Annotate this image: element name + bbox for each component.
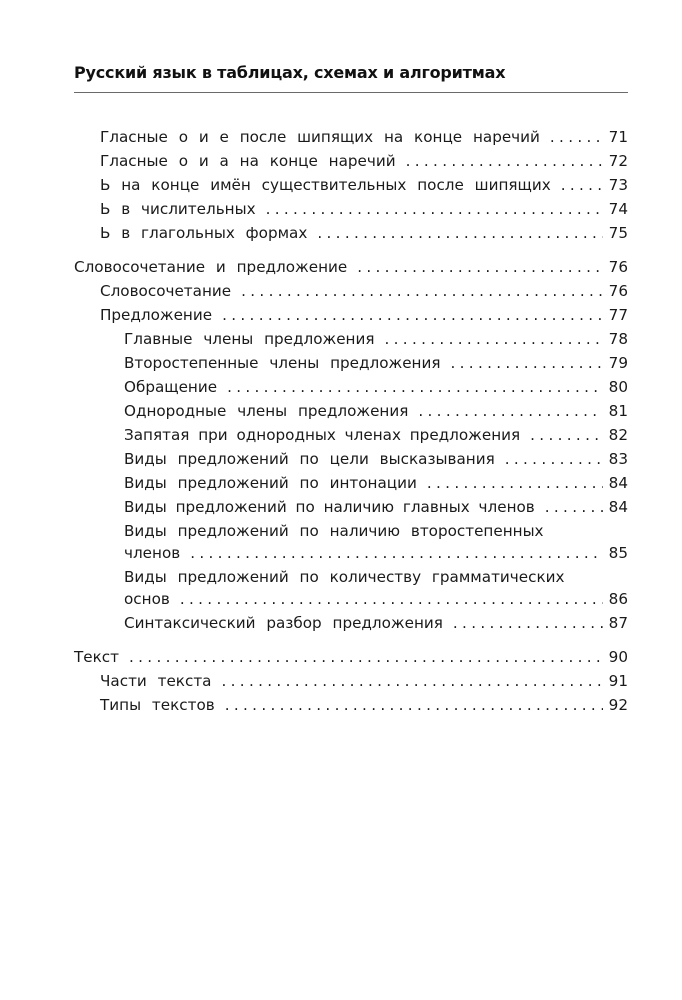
toc-entry-title: Главные члены предложения — [124, 330, 375, 348]
toc-entry-page: 86 — [608, 590, 628, 608]
toc-entry[interactable] — [124, 424, 628, 446]
toc-entry-page: 75 — [608, 224, 628, 242]
toc-leader — [180, 588, 603, 610]
toc-entry-page: 90 — [608, 648, 628, 666]
toc-entry[interactable] — [100, 694, 628, 716]
toc-entry-secondary-members-line2[interactable] — [124, 542, 628, 564]
toc-entry-title: Однородные члены предложения — [124, 402, 409, 420]
toc-entry-page: 81 — [608, 402, 628, 420]
toc-entry-title: Ь на конце имён существительных после шипящих — [100, 176, 551, 194]
toc-leader — [545, 496, 603, 518]
toc-entry-title: Виды предложений по количеству грамматических — [124, 568, 565, 586]
toc-section-syntax[interactable] — [74, 256, 628, 278]
toc-entry-title: Второстепенные члены предложения — [124, 354, 441, 372]
toc-entry-title: Словосочетание и предложение — [74, 258, 348, 276]
toc-entry-page: 80 — [608, 378, 628, 396]
toc-entry-page: 84 — [608, 498, 628, 516]
toc-leader — [427, 472, 603, 494]
toc-entry[interactable] — [124, 400, 628, 422]
toc-leader — [222, 304, 603, 326]
toc-entry-title: членов — [124, 544, 181, 562]
toc-entry-page: 76 — [608, 282, 628, 300]
toc-leader — [406, 150, 603, 172]
toc-entry-title: Части текста — [100, 672, 212, 690]
toc-entry[interactable] — [124, 448, 628, 470]
toc-entry-page: 78 — [608, 330, 628, 348]
toc-entry-title: Виды предложений по интонации — [124, 474, 417, 492]
toc-entry-page: 73 — [608, 176, 628, 194]
toc-entry-sentence[interactable] — [100, 304, 628, 326]
toc-entry[interactable] — [100, 174, 628, 196]
toc-entry[interactable] — [100, 222, 628, 244]
toc-leader — [550, 126, 603, 148]
toc-leader — [450, 352, 602, 374]
toc-entry-title: Ь в глагольных формах — [100, 224, 308, 242]
toc-entry-page: 79 — [608, 354, 628, 372]
toc-entry[interactable] — [100, 198, 628, 220]
toc-leader — [357, 256, 602, 278]
toc-entry-page: 76 — [608, 258, 628, 276]
toc-entry-title: Синтаксический разбор предложения — [124, 614, 443, 632]
toc-leader — [227, 376, 603, 398]
toc-leader — [505, 448, 603, 470]
toc-section-text[interactable] — [74, 646, 628, 668]
toc-entry-title: Ь в числительных — [100, 200, 256, 218]
toc-entry[interactable] — [124, 472, 628, 494]
toc-entry-page: 77 — [608, 306, 628, 324]
toc-leader — [190, 542, 602, 564]
toc-entry-page: 84 — [608, 474, 628, 492]
toc-entry[interactable] — [124, 496, 628, 518]
toc-entry-parsing[interactable] — [124, 612, 628, 634]
toc-leader — [453, 612, 603, 634]
toc-entry-grammar-bases-line2[interactable] — [124, 588, 628, 610]
toc-entry-grammar-bases-line1[interactable] — [124, 566, 628, 588]
toc-leader — [561, 174, 603, 196]
toc-entry[interactable] — [124, 328, 628, 350]
toc-leader — [241, 280, 603, 302]
toc-entry-title: Виды предложений по цели высказывания — [124, 450, 495, 468]
toc-entry[interactable] — [124, 352, 628, 374]
toc-entry-title: основ — [124, 590, 170, 608]
toc-entry-page: 82 — [608, 426, 628, 444]
toc-entry-title: Словосочетание — [100, 282, 232, 300]
toc-leader — [225, 694, 603, 716]
toc-entry-page: 85 — [608, 544, 628, 562]
toc-entry-title: Предложение — [100, 306, 213, 324]
toc-leader — [221, 670, 602, 692]
toc-leader — [266, 198, 603, 220]
toc-entry-phrase[interactable] — [100, 280, 628, 302]
toc-entry-title: Гласные о и а на конце наречий — [100, 152, 396, 170]
toc-entry[interactable] — [100, 670, 628, 692]
toc-entry-title: Типы текстов — [100, 696, 215, 714]
toc-leader — [384, 328, 602, 350]
toc-entry-page: 74 — [608, 200, 628, 218]
toc-entry-title: Виды предложений по наличию главных членов — [124, 498, 535, 516]
toc-entry-title: Запятая при однородных членах предложения — [124, 426, 521, 444]
running-header: Русский язык в таблицах, схемах и алгоритмах — [74, 63, 506, 82]
toc-entry-title: Обращение — [124, 378, 218, 396]
toc-leader — [530, 424, 603, 446]
toc-entry-page: 87 — [608, 614, 628, 632]
toc-entry-title: Гласные о и е после шипящих на конце наречий — [100, 128, 540, 146]
toc-entry-page: 83 — [608, 450, 628, 468]
toc-entry-secondary-members-line1[interactable] — [124, 520, 628, 542]
toc-leader — [317, 222, 602, 244]
toc-entry-title: Текст — [74, 648, 119, 666]
toc-entry[interactable] — [100, 150, 628, 172]
toc-entry-page: 72 — [608, 152, 628, 170]
toc-leader — [129, 646, 603, 668]
toc-entry-page: 71 — [608, 128, 628, 146]
toc-entry-title: Виды предложений по наличию второстепенных — [124, 522, 544, 540]
toc-leader — [418, 400, 602, 422]
toc-entry[interactable] — [124, 376, 628, 398]
toc-entry-page: 92 — [608, 696, 628, 714]
toc-entry-page: 91 — [608, 672, 628, 690]
toc-entry[interactable] — [100, 126, 628, 148]
